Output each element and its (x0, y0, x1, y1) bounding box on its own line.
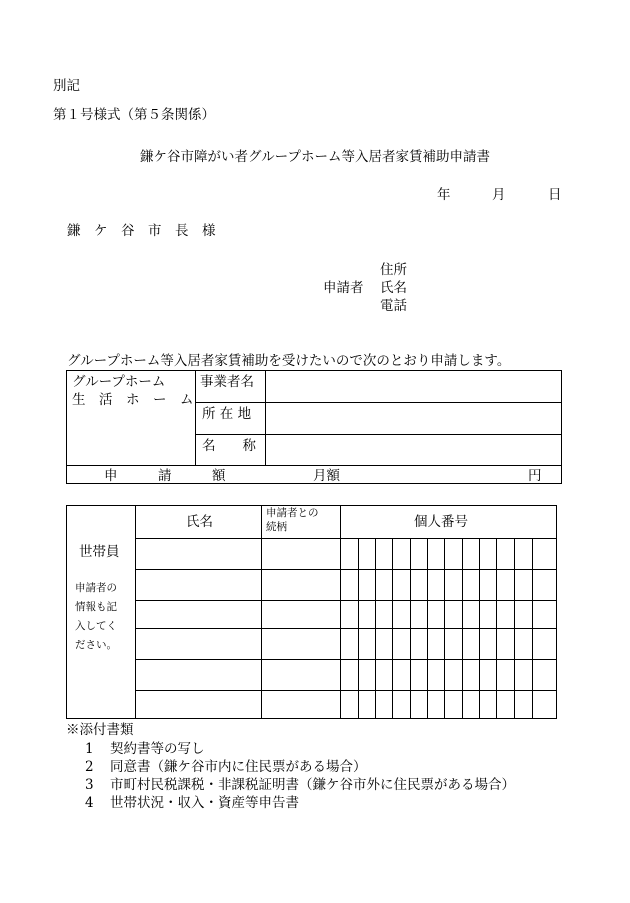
divider (135, 659, 557, 660)
attachment-item-number: 2 (85, 759, 94, 775)
divider (135, 628, 557, 629)
phone-label: 電話 (380, 298, 407, 314)
divider (66, 465, 562, 466)
side-note-line3: 入してく (75, 620, 117, 632)
name-label: 氏名 (380, 280, 407, 296)
divider (358, 538, 359, 719)
divider (444, 538, 445, 719)
attachment-item-text: 世帯状況・収入・資産等申告書 (110, 795, 299, 811)
operator-name-label: 事業者名 (200, 374, 254, 390)
date-day-label: 日 (548, 187, 562, 203)
form-number: 第１号様式（第５条関係） (53, 107, 215, 123)
side-note-line4: ださい。 (75, 639, 117, 651)
divider (135, 569, 557, 570)
col-relation-header-line2: 続柄 (266, 521, 287, 533)
attachment-item-text: 市町村民税課税・非課税証明書（鎌ケ谷市外に住民票がある場合） (110, 777, 515, 793)
divider (462, 538, 463, 719)
location-label: 所 在 地 (202, 406, 252, 422)
col-relation-header-line1: 申請者との (266, 507, 319, 519)
side-note-line1: 申請者の (75, 582, 117, 594)
living-home-label: 生 活 ホ ー ム (72, 392, 194, 408)
household-members-title: 世帯員 (79, 544, 120, 560)
yen-label: 円 (528, 468, 542, 484)
divider (514, 538, 515, 719)
addressee: 鎌 ケ 谷 市 長 様 (67, 223, 216, 239)
monthly-amount-label: 月額 (313, 468, 340, 484)
divider (532, 538, 533, 719)
divider (135, 538, 557, 539)
divider (195, 370, 196, 466)
annex-label: 別記 (53, 78, 80, 94)
divider (265, 370, 266, 466)
attachment-item-number: 1 (85, 741, 94, 757)
divider (496, 538, 497, 719)
intro-text: グループホーム等入居者家賃補助を受けたいので次のとおり申請します。 (67, 353, 511, 369)
attachment-item-number: 4 (85, 795, 94, 811)
divider (135, 690, 557, 691)
col-individual-number-header: 個人番号 (414, 514, 468, 530)
attachments-heading: ※添付書類 (66, 722, 134, 738)
divider (427, 538, 428, 719)
requested-amount-label: 申 請 額 (104, 468, 226, 484)
divider (392, 538, 393, 719)
date-month-label: 月 (492, 187, 506, 203)
date-year-label: 年 (437, 187, 451, 203)
facility-name-label: 名 称 (202, 438, 256, 454)
divider (479, 538, 480, 719)
divider (195, 402, 562, 403)
divider (375, 538, 376, 719)
col-name-header: 氏名 (186, 514, 213, 530)
divider (195, 434, 562, 435)
group-home-label: グループホーム (72, 374, 166, 390)
document-title: 鎌ケ谷市障がい者グループホーム等入居者家賃補助申請書 (140, 149, 490, 165)
divider (135, 600, 557, 601)
attachment-item-number: 3 (85, 777, 94, 793)
divider (410, 538, 411, 719)
attachment-item-text: 同意書（鎌ケ谷市内に住民票がある場合） (110, 759, 367, 775)
applicant-label: 申請者 (323, 280, 364, 296)
address-label: 住所 (380, 262, 407, 278)
attachment-item-text: 契約書等の写し (110, 741, 205, 757)
side-note-line2: 情報も記 (75, 601, 117, 613)
